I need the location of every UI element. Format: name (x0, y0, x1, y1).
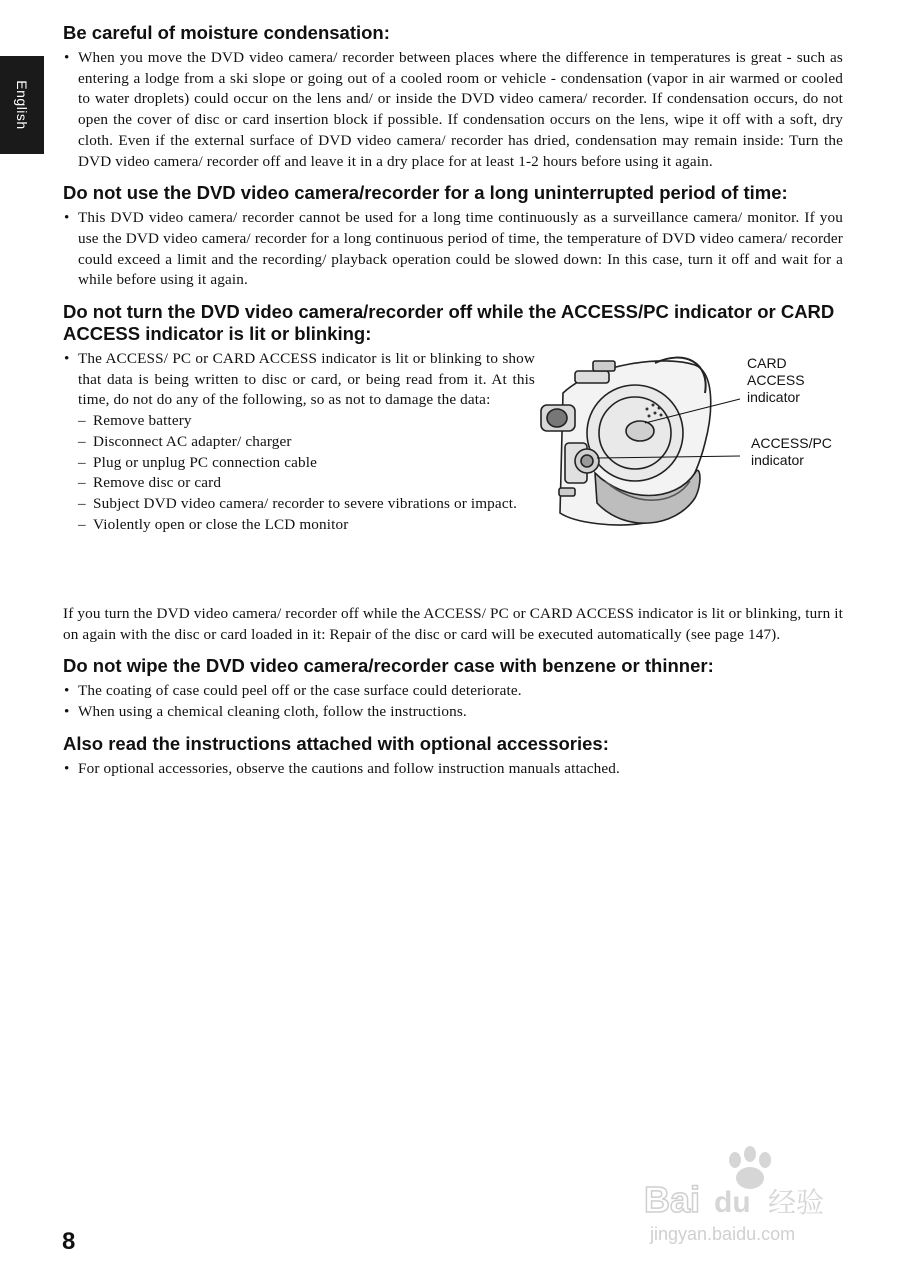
heading-moisture: Be careful of moisture condensation: (63, 22, 390, 43)
watermark-url: jingyan.baidu.com (650, 1224, 796, 1244)
svg-text:Bai: Bai (644, 1179, 701, 1220)
dash-item: – Disconnect AC adapter/ charger (78, 432, 535, 453)
dash-item: – Violently open or close the LCD monitor (78, 515, 535, 536)
bullet-accessories-1: • For optional accessories, observe the cautions and follow instruction manuals attached. (63, 759, 843, 780)
heading-uninterrupted: Do not use the DVD video camera/recorder for a long uninterrupted period of time: (63, 182, 788, 204)
section-moisture (63, 22, 843, 172)
card-access-indicator-label: CARD ACCESS indicator (747, 355, 805, 406)
section-uninterrupted (63, 182, 843, 291)
heading-benzene: Do not wipe the DVD video camera/recorder case with benzene or thinner: (63, 655, 714, 677)
language-tab (0, 56, 44, 154)
access-pc-indicator-label: ACCESS/PC indicator (751, 435, 832, 469)
heading-accessories: Also read the instructions attached with optional accessories: (63, 732, 609, 754)
bullet-access-1: • The ACCESS/ PC or CARD ACCESS indicator is lit or blinking to show that data is being written to disc or card, or being read from it. At this time, do not do any of the following, so as not to damage the data: (63, 349, 535, 411)
heading-access: Do not turn the DVD video camera/recorder off while the ACCESS/PC indicator or CARD ACCESS indicator is lit or blinking: (63, 301, 835, 345)
baidu-watermark (640, 1140, 860, 1250)
svg-text:du: du (714, 1186, 751, 1219)
camcorder-figure (535, 353, 845, 543)
bullet-benzene-1: • The coating of case could peel off or the case surface could deteriorate. (63, 681, 843, 702)
section-access (63, 301, 843, 645)
svg-text:经验: 经验 (768, 1186, 825, 1219)
section-accessories (63, 733, 843, 780)
bullet-moisture-1: • When you move the DVD video camera/ recorder between places where the difference in temperatures is great - such as entering a lodge from a ski slope or going out of a cooled room or vehicle - condensation (vapor in air warmed or cooled to water droplets) could occur on the lens and/ or inside the DVD video camera/ recorder. If condensation occurs, do not open the cover of disc or card insertion block if possible. If condensation occurs on the lens, wipe it off with a soft, dry cloth. Even if the external surface of DVD video camera/ recorder has dried, condensation may remain inside: Turn the DVD video camera/ recorder off and leave it in a dry place for at least 1-2 hours before using it again. (63, 48, 843, 172)
section-benzene (63, 655, 843, 722)
dash-item: – Plug or unplug PC connection cable (78, 453, 535, 474)
page-content (63, 22, 843, 790)
language-tab-label: English (14, 80, 30, 130)
dash-item: – Subject DVD video camera/ recorder to severe vibrations or impact. (78, 494, 535, 515)
page-number: 8 (62, 1228, 76, 1255)
dash-item: – Remove battery (78, 411, 535, 432)
access-paragraph: If you turn the DVD video camera/ recorder off while the ACCESS/ PC or CARD ACCESS indicator is lit or blinking, turn it on again with the disc or card loaded in it: Repair of the disc or card will be executed automatically (see page 147). (63, 605, 843, 643)
dash-item: – Remove disc or card (78, 473, 535, 494)
bullet-benzene-2: • When using a chemical cleaning cloth, follow the instructions. (63, 702, 843, 723)
bullet-uninterrupted-1: • This DVD video camera/ recorder cannot be used for a long time continuously as a surveillance camera/ monitor. If you use the DVD video camera/ recorder for a long continuous period of time, the temperature of DVD video camera/ recorder could exceed a limit and the recording/ playback operation could be slowed down: In this case, turn it off and wait for a while before using it again. (63, 208, 843, 291)
watermark-logo (640, 1140, 860, 1250)
